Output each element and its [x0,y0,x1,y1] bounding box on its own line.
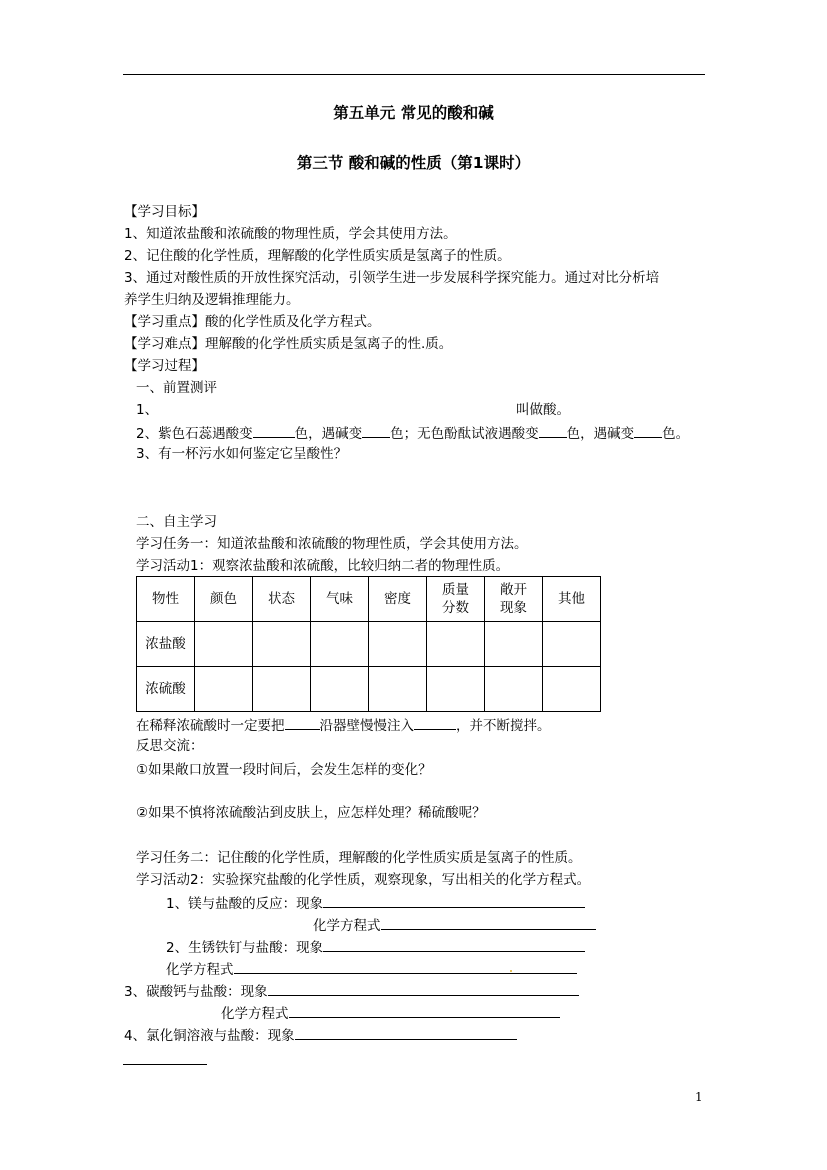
pretest-q1-suffix: 叫做酸。 [516,402,570,418]
stray-mark [510,970,512,972]
reflect-heading: 反思交流： [136,738,204,754]
header-cell: 物性 [137,577,195,622]
table-cell [253,667,311,712]
objective-3: 3、通过对酸性质的开放性探究活动，引领学生进一步发展科学探究能力。通过对比分析培 [124,270,660,286]
table-cell [543,622,601,667]
footnote-rule [123,1064,207,1065]
header-cell: 敞开 现象 [485,577,543,622]
experiment-2 [166,937,585,957]
header-rule [123,74,705,75]
blank-line [414,715,456,730]
self-study-heading: 二、自主学习 [136,514,217,530]
objective-1: 1、知道浓盐酸和浓硫酸的物理性质，学会其使用方法。 [124,226,457,242]
activity-1: 学习活动1：观察浓盐酸和浓硫酸，比较归纳二者的物理性质。 [136,558,510,574]
table-cell [485,622,543,667]
blank-line [381,915,596,930]
table-cell [253,622,311,667]
experiment-4-label: 4、氯化铜溶液与盐酸：现象 [124,1028,295,1044]
pretest-heading: 一、前置测评 [136,380,217,396]
blank-line [634,423,662,438]
equation-2 [166,959,577,979]
table-row [137,667,601,712]
header-cell: 密度 [369,577,427,622]
table-cell [427,667,485,712]
table-cell [195,622,253,667]
reflect-q2: ②如果不慎将浓硫酸沾到皮肤上，应怎样处理？稀硫酸呢？ [136,805,486,821]
unit-title: 第五单元 常见的酸和碱 [333,104,494,122]
equation-label: 化学方程式 [166,962,234,978]
table-cell [311,667,369,712]
blank-line [253,423,295,438]
reflect-q1: ①如果敞口放置一段时间后，会发生怎样的变化？ [136,762,432,778]
experiment-2-label: 2、生锈铁钉与盐酸：现象 [166,940,324,956]
table-cell [427,622,485,667]
table-cell [485,667,543,712]
equation-label: 化学方程式 [221,1006,289,1022]
header-cell: 其他 [543,577,601,622]
table-cell [311,622,369,667]
activity-2: 学习活动2：实验探究盐酸的化学性质，观察现象，写出相关的化学方程式。 [136,872,591,888]
page-number: 1 [695,1090,703,1104]
blank-line [323,893,585,908]
objectives-heading: 【学习目标】 [124,204,205,220]
q2-part-1: 2、紫色石蕊遇酸变 [136,426,253,442]
blank-line [234,959,577,974]
task-2: 学习任务二：记住酸的化学性质，理解酸的化学性质实质是氢离子的性质。 [136,850,582,866]
pretest-q3: 3、有一杯污水如何鉴定它呈酸性？ [136,446,348,462]
dilute-part-1: 在稀释浓硫酸时一定要把 [136,718,285,734]
task-1: 学习任务一：知道浓盐酸和浓硫酸的物理性质，学会其使用方法。 [136,536,528,552]
experiment-1 [166,893,585,913]
header-cell: 状态 [253,577,311,622]
objective-2: 2、记住酸的化学性质，理解酸的化学性质实质是氢离子的性质。 [124,248,511,264]
q2-part-5: 色。 [662,426,690,442]
key-point: 【学习重点】酸的化学性质及化学方程式。 [124,314,381,330]
q2-part-3: 色；无色酚酞试液遇酸变 [390,426,539,442]
dilute-part-3: ，并不断搅拌。 [456,718,551,734]
blank-line [539,423,567,438]
blank-line [323,937,585,952]
equation-label: 化学方程式 [313,918,381,934]
process-heading: 【学习过程】 [124,358,205,374]
blank-line [362,423,390,438]
row-label: 浓盐酸 [137,622,195,667]
pretest-q2 [136,423,689,443]
objective-3-cont: 养学生归纳及逻辑推理能力。 [124,292,300,308]
dilute-part-2: 沿器壁慢慢注入 [319,718,414,734]
table-cell [543,667,601,712]
equation-3 [221,1003,560,1023]
header-cell: 颜色 [195,577,253,622]
row-label: 浓硫酸 [137,667,195,712]
properties-table [136,576,601,712]
blank-line [295,1025,517,1040]
experiment-3 [124,981,579,1001]
experiment-4 [124,1025,517,1045]
table-header-row [137,577,601,622]
pretest-q1-prefix: 1、 [136,402,159,418]
table-cell [195,667,253,712]
header-cell: 气味 [311,577,369,622]
blank-line [285,715,320,730]
section-title: 第三节 酸和碱的性质（第1课时） [296,154,531,172]
table-row [137,622,601,667]
experiment-3-label: 3、碳酸钙与盐酸：现象 [124,984,268,1000]
header-cell: 质量 分数 [427,577,485,622]
experiment-1-label: 1、镁与盐酸的反应：现象 [166,896,324,912]
dilution-sentence [136,715,551,735]
difficulty: 【学习难点】理解酸的化学性质实质是氢离子的性.质。 [124,336,453,352]
table-cell [369,622,427,667]
blank-line [268,981,579,996]
blank-line [289,1003,560,1018]
equation-1 [313,915,596,935]
table-cell [369,667,427,712]
q2-part-4: 色，遇碱变 [566,426,635,442]
q2-part-2: 色，遇碱变 [294,426,363,442]
